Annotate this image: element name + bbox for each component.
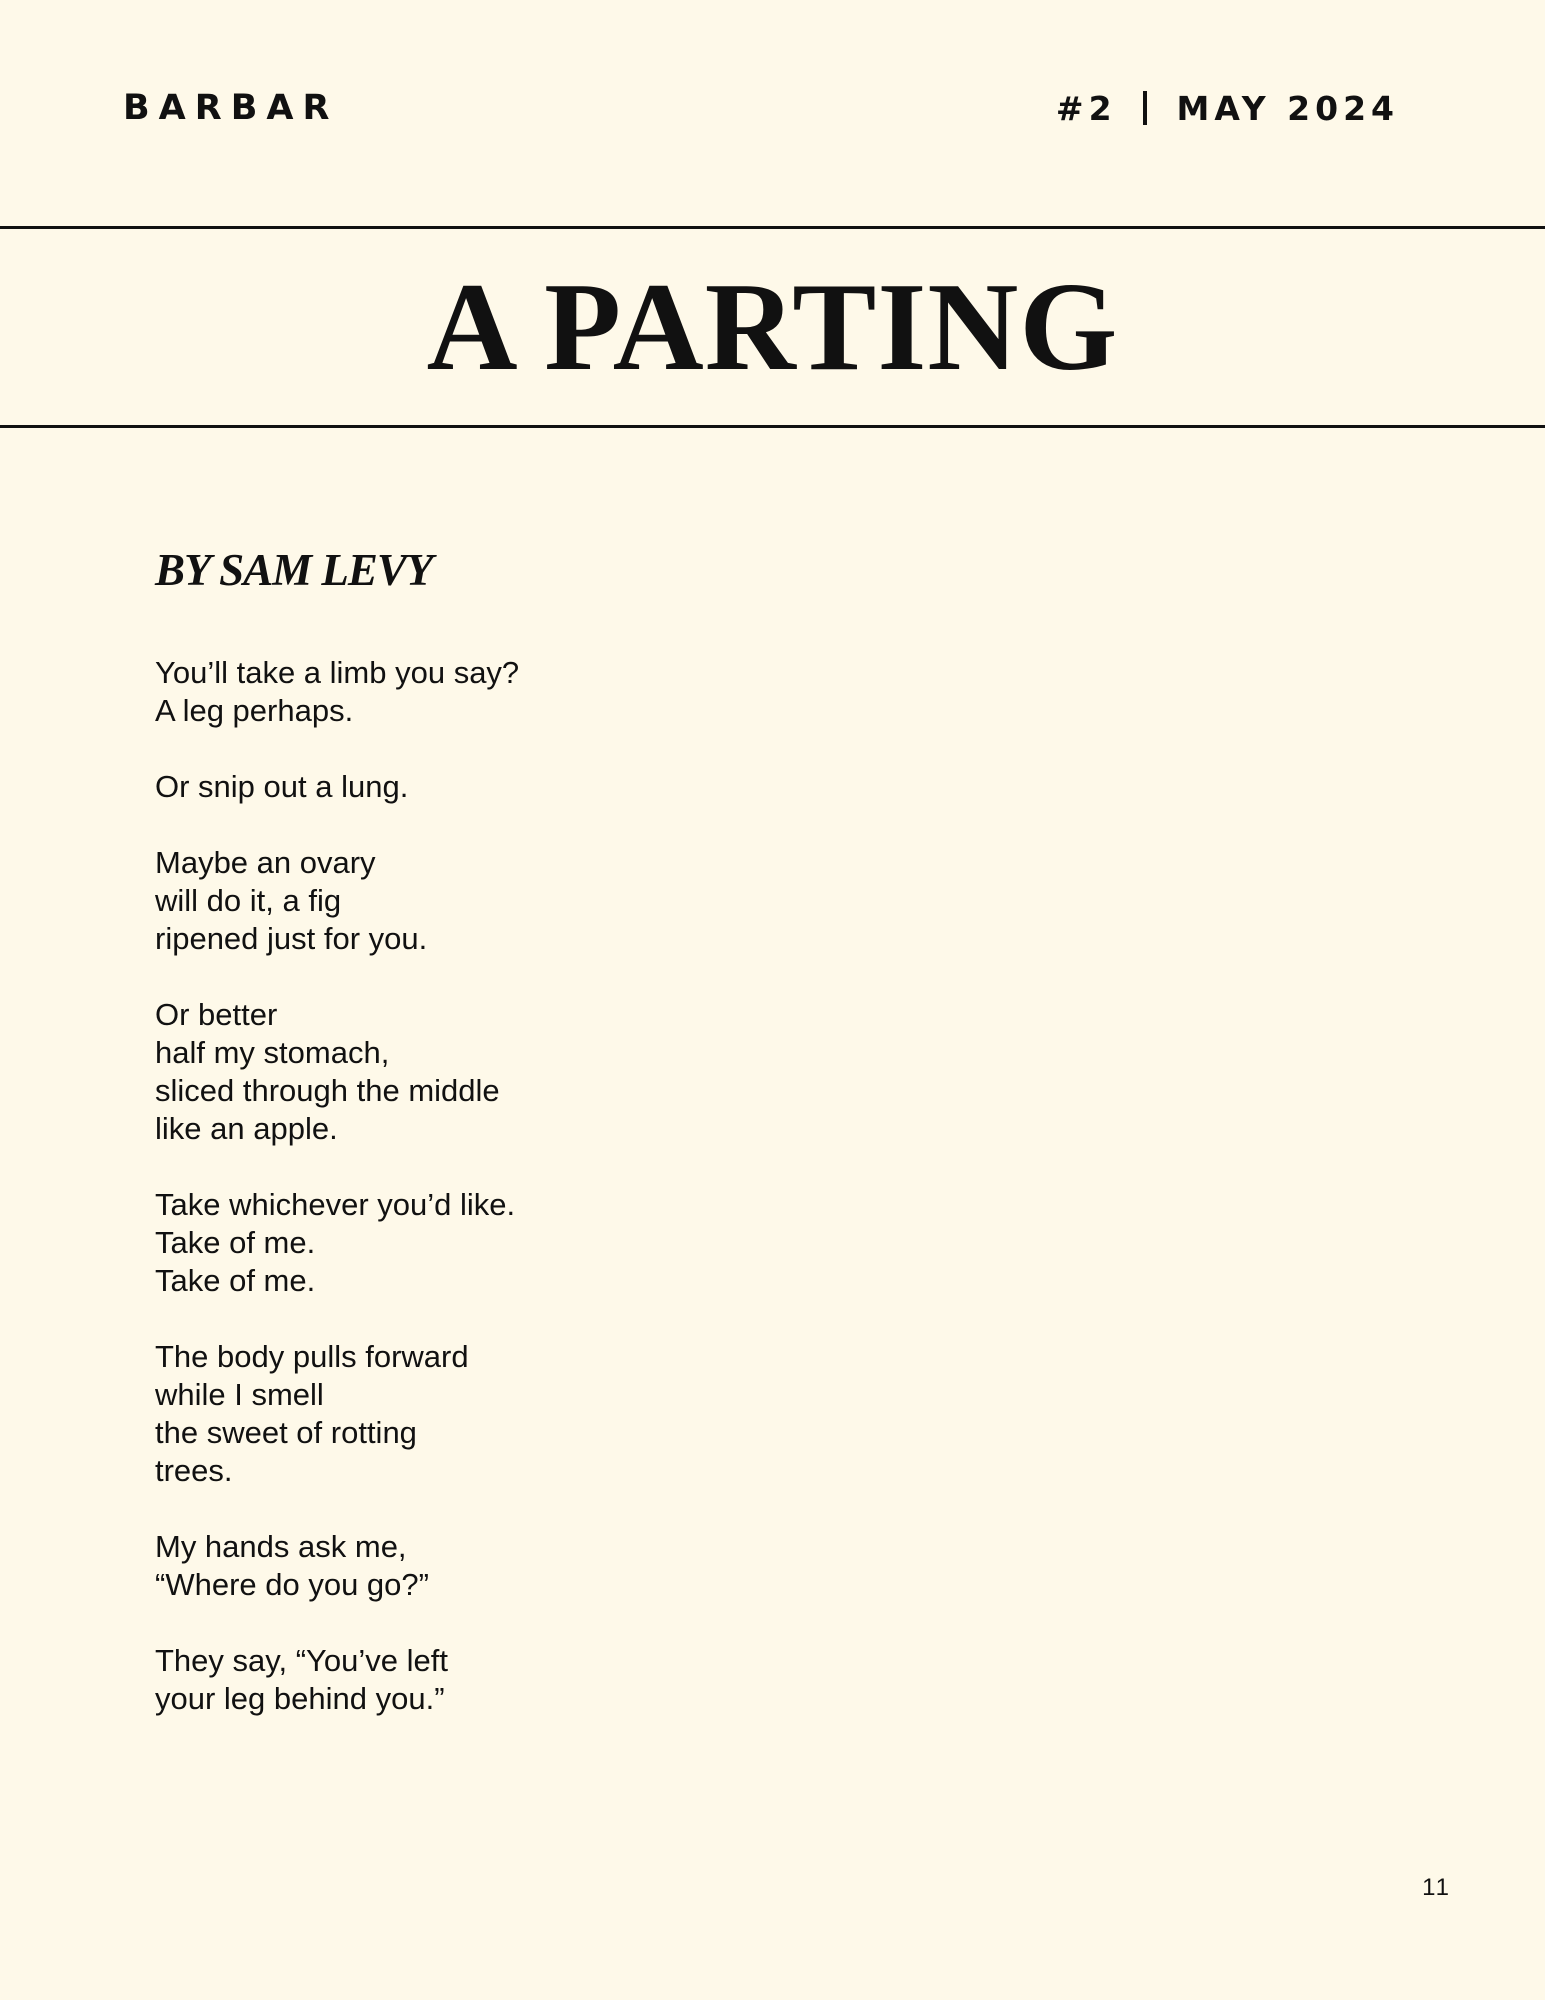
page-number: 11: [1422, 1874, 1451, 1901]
poem-line: the sweet of rotting: [155, 1415, 417, 1450]
stanza: [155, 844, 519, 958]
poem-line: like an apple.: [155, 1111, 338, 1146]
stanza: [155, 1642, 519, 1718]
stanza: [155, 1338, 519, 1490]
poem-line: while I smell: [155, 1377, 324, 1412]
poem-line: Take of me.: [155, 1225, 316, 1260]
poem-line: Take of me.: [155, 1263, 316, 1298]
issue-info: [1055, 88, 1399, 128]
poem-line: They say, “You’ve left: [155, 1643, 448, 1678]
poem-line: Or snip out a lung.: [155, 769, 409, 804]
masthead: BARBAR: [123, 88, 339, 128]
poem-line: your leg behind you.”: [155, 1681, 445, 1716]
poem-line: trees.: [155, 1453, 233, 1488]
poem-line: Take whichever you’d like.: [155, 1187, 516, 1222]
issue-separator: [1143, 91, 1147, 125]
poem-line: My hands ask me,: [155, 1529, 407, 1564]
poem-line: The body pulls forward: [155, 1339, 469, 1374]
page-title: A PARTING: [426, 258, 1119, 397]
title-rule-top: [0, 226, 1545, 229]
poem-line: ripened just for you.: [155, 921, 428, 956]
stanza: [155, 996, 519, 1148]
stanza: [155, 1186, 519, 1300]
poem-line: half my stomach,: [155, 1035, 390, 1070]
byline: BY SAM LEVY: [155, 545, 433, 595]
title-rule-bottom: [0, 425, 1545, 428]
poem-line: “Where do you go?”: [155, 1567, 429, 1602]
stanza: [155, 654, 519, 730]
issue-date: MAY 2024: [1176, 88, 1399, 128]
poem-body: [155, 654, 519, 1756]
issue-number: #2: [1055, 88, 1117, 128]
poem-line: You’ll take a limb you say?: [155, 655, 520, 690]
poem-line: A leg perhaps.: [155, 693, 354, 728]
stanza: [155, 768, 519, 806]
poem-line: will do it, a fig: [155, 883, 342, 918]
stanza: [155, 1528, 519, 1604]
poem-line: sliced through the middle: [155, 1073, 500, 1108]
poem-line: Maybe an ovary: [155, 845, 376, 880]
poem-line: Or better: [155, 997, 278, 1032]
